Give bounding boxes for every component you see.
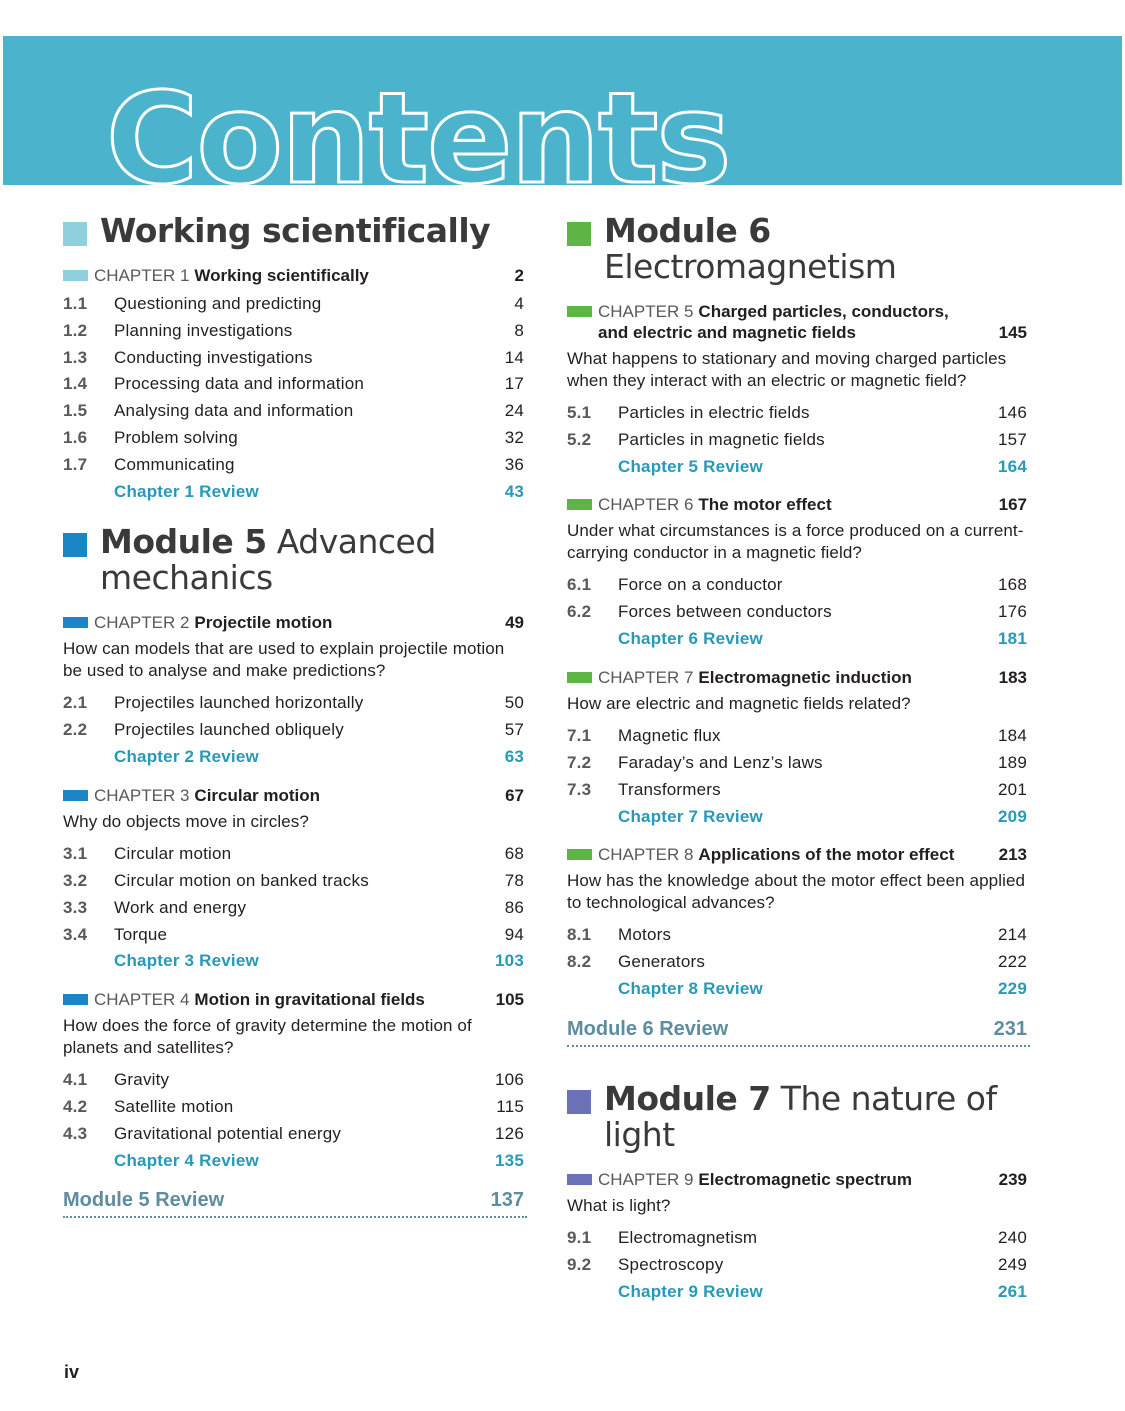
section-row[interactable] bbox=[63, 895, 527, 922]
chapter-2 bbox=[63, 612, 527, 770]
chapter-page: 167 bbox=[998, 495, 1027, 515]
chapter-page: 49 bbox=[505, 613, 524, 633]
section-title: Processing data and information bbox=[114, 374, 365, 394]
chapter-review-link[interactable] bbox=[63, 744, 527, 771]
section-number: 1.1 bbox=[63, 294, 88, 313]
review-title: Chapter 8 Review bbox=[618, 979, 763, 999]
section-page: 214 bbox=[998, 925, 1027, 945]
heading-bold: Working scientifically bbox=[100, 211, 491, 250]
section-page: 24 bbox=[504, 401, 524, 421]
chapter-7 bbox=[567, 667, 1030, 831]
chapter-header[interactable] bbox=[63, 612, 527, 633]
chapter-header[interactable] bbox=[567, 844, 1030, 865]
heading-square-icon bbox=[63, 222, 87, 246]
chapter-bar-icon bbox=[567, 1174, 592, 1185]
section-page: 50 bbox=[504, 693, 524, 713]
chapter-title: The motor effect bbox=[698, 495, 832, 515]
section-number: 7.2 bbox=[567, 753, 592, 773]
section-page: 184 bbox=[998, 726, 1027, 746]
section-row[interactable] bbox=[63, 371, 527, 398]
chapter-review-link[interactable] bbox=[63, 948, 527, 975]
section-title: Electromagnetism bbox=[618, 1228, 758, 1248]
chapter-bar-icon bbox=[63, 270, 88, 281]
chapter-question: How can models that are used to explain projectile motion be used to analyse and make predictions? bbox=[63, 639, 505, 680]
module-6-review-link[interactable] bbox=[567, 1015, 1030, 1047]
module-5-heading bbox=[63, 524, 527, 596]
heading-rest: Electromagnetism bbox=[604, 247, 897, 286]
section-number: 9.2 bbox=[567, 1255, 592, 1275]
section-number: 9.1 bbox=[567, 1228, 592, 1248]
chapter-title: Motion in gravitational fields bbox=[194, 990, 425, 1010]
section-title: Particles in magnetic fields bbox=[618, 429, 825, 449]
section-row[interactable] bbox=[63, 1067, 527, 1094]
chapter-question: How are electric and magnetic fields related? bbox=[567, 693, 911, 713]
chapter-9 bbox=[567, 1169, 1030, 1306]
section-number: 8.1 bbox=[567, 925, 592, 945]
chapter-number: CHAPTER 7 bbox=[598, 667, 694, 687]
chapter-question: What is light? bbox=[567, 1195, 671, 1215]
heading-rest: The nature of light bbox=[604, 1078, 997, 1154]
section-list bbox=[63, 291, 527, 479]
section-list bbox=[567, 922, 1030, 976]
section-number: 8.2 bbox=[567, 952, 592, 972]
module-5-review-link[interactable] bbox=[63, 1186, 527, 1218]
section-page: 14 bbox=[504, 347, 524, 367]
section-number: 6.1 bbox=[567, 575, 592, 595]
section-page: 17 bbox=[504, 374, 524, 394]
section-number: 1.4 bbox=[63, 374, 88, 394]
right-column bbox=[567, 213, 1030, 1320]
section-page: 146 bbox=[998, 403, 1027, 422]
section-list bbox=[567, 1225, 1030, 1279]
section-title: Torque bbox=[114, 924, 168, 944]
section-title: Motors bbox=[618, 925, 672, 945]
module-review-title: Module 5 Review bbox=[63, 1189, 225, 1212]
review-page: 103 bbox=[495, 951, 524, 971]
section-row[interactable] bbox=[567, 723, 1030, 750]
section-page: 201 bbox=[998, 779, 1027, 799]
section-page: 157 bbox=[998, 429, 1027, 449]
chapter-review-link[interactable] bbox=[567, 804, 1030, 831]
section-row[interactable] bbox=[63, 868, 527, 895]
section-number: 5.1 bbox=[567, 403, 592, 422]
section-title: Spectroscopy bbox=[618, 1255, 724, 1275]
chapter-number: CHAPTER 4 bbox=[94, 990, 190, 1010]
review-title: Chapter 7 Review bbox=[618, 806, 763, 826]
section-page: 168 bbox=[998, 575, 1027, 595]
review-title: Chapter 5 Review bbox=[618, 456, 763, 476]
section-title: Analysing data and information bbox=[114, 401, 354, 421]
review-title: Chapter 3 Review bbox=[114, 951, 259, 971]
chapter-title: Projectile motion bbox=[194, 613, 333, 633]
chapter-question: Why do objects move in circles? bbox=[63, 811, 309, 831]
chapter-review-link[interactable] bbox=[567, 626, 1030, 653]
chapter-header[interactable] bbox=[567, 494, 1030, 515]
chapter-number: CHAPTER 5 bbox=[598, 302, 694, 321]
chapter-8 bbox=[567, 844, 1030, 1002]
page-number: iv bbox=[64, 1362, 80, 1382]
chapter-header[interactable] bbox=[567, 667, 1030, 688]
section-row[interactable] bbox=[63, 1094, 527, 1121]
heading-bold: Module 6 bbox=[604, 211, 771, 250]
section-page: 78 bbox=[504, 871, 524, 891]
section-row[interactable] bbox=[567, 750, 1030, 777]
chapter-review-link[interactable] bbox=[567, 976, 1030, 1003]
section-row[interactable] bbox=[63, 1121, 527, 1148]
module-6-heading bbox=[567, 213, 1030, 285]
section-title: Particles in electric fields bbox=[618, 403, 810, 422]
section-row[interactable] bbox=[567, 400, 1030, 427]
module-review-page: 137 bbox=[490, 1189, 524, 1212]
chapter-header[interactable] bbox=[63, 785, 527, 806]
chapter-bar-icon bbox=[567, 499, 592, 510]
review-title: Chapter 9 Review bbox=[618, 1281, 763, 1301]
section-row[interactable] bbox=[567, 427, 1030, 454]
review-page: 43 bbox=[504, 481, 524, 501]
section-number: 1.3 bbox=[63, 347, 88, 367]
chapter-question: How has the knowledge about the motor effect been applied to technological advances? bbox=[567, 871, 1026, 912]
review-title: Chapter 2 Review bbox=[114, 746, 259, 766]
section-title: Forces between conductors bbox=[618, 602, 832, 622]
review-page: 261 bbox=[998, 1281, 1027, 1301]
section-title: Circular motion bbox=[114, 844, 232, 864]
chapter-bar-icon bbox=[567, 306, 592, 317]
chapter-number: CHAPTER 1 bbox=[94, 266, 190, 285]
section-list bbox=[63, 841, 527, 948]
heading-bold: Module 7 bbox=[604, 1078, 771, 1118]
section-number: 1.6 bbox=[63, 427, 88, 447]
section-title: Satellite motion bbox=[114, 1097, 234, 1117]
chapter-title: Electromagnetic induction bbox=[698, 667, 912, 687]
chapter-4 bbox=[63, 989, 527, 1174]
section-number: 4.3 bbox=[63, 1123, 88, 1143]
section-title: Questioning and predicting bbox=[114, 294, 322, 313]
section-page: 8 bbox=[514, 320, 524, 340]
section-list bbox=[63, 690, 527, 744]
section-number: 1.7 bbox=[63, 454, 88, 474]
chapter-title: Charged particles, conductors, and electric and magnetic fields bbox=[598, 302, 949, 342]
section-title: Force on a conductor bbox=[618, 575, 783, 595]
review-title: Chapter 1 Review bbox=[114, 481, 259, 501]
chapter-page: 213 bbox=[998, 845, 1027, 865]
section-row[interactable] bbox=[63, 922, 527, 949]
section-row[interactable] bbox=[567, 599, 1030, 626]
section-number: 6.2 bbox=[567, 602, 592, 622]
chapter-title: Circular motion bbox=[194, 785, 321, 805]
section-number: 3.4 bbox=[63, 924, 88, 944]
chapter-question: Under what circumstances is a force produced on a current-carrying conductor in a magnetic field? bbox=[567, 521, 1024, 562]
chapter-number: CHAPTER 9 bbox=[598, 1169, 694, 1189]
section-row[interactable] bbox=[63, 452, 527, 479]
section-number: 4.2 bbox=[63, 1097, 88, 1117]
section-number: 1.2 bbox=[63, 320, 88, 340]
chapter-bar-icon bbox=[63, 617, 88, 628]
chapter-number: CHAPTER 2 bbox=[94, 613, 190, 633]
section-page: 115 bbox=[496, 1097, 524, 1117]
chapter-header[interactable] bbox=[567, 1169, 1030, 1190]
section-number: 5.2 bbox=[567, 429, 592, 449]
left-column bbox=[63, 213, 527, 1218]
module-7-heading bbox=[567, 1078, 1030, 1154]
title-banner bbox=[3, 36, 1122, 212]
page-title: Contents bbox=[106, 65, 730, 212]
chapter-review-link[interactable] bbox=[567, 1279, 1030, 1306]
review-page: 63 bbox=[504, 746, 524, 766]
chapter-page: 67 bbox=[505, 785, 524, 805]
section-title: Projectiles launched horizontally bbox=[114, 693, 364, 713]
review-title: Chapter 4 Review bbox=[114, 1150, 259, 1170]
section-row[interactable] bbox=[63, 318, 527, 345]
chapter-page: 183 bbox=[998, 667, 1027, 687]
heading-rest: Advanced bbox=[276, 522, 436, 562]
section-title: Gravity bbox=[114, 1070, 170, 1090]
heading-square-icon bbox=[567, 1090, 591, 1114]
chapter-5 bbox=[567, 301, 1030, 480]
section-page: 57 bbox=[504, 720, 524, 740]
chapter-page: 105 bbox=[495, 990, 524, 1010]
section-page: 36 bbox=[504, 454, 524, 474]
chapter-page: 2 bbox=[514, 266, 524, 285]
section-title: Magnetic flux bbox=[618, 726, 721, 746]
section-title: Conducting investigations bbox=[114, 347, 313, 367]
review-page: 135 bbox=[495, 1150, 524, 1170]
section-title: Projectiles launched obliquely bbox=[114, 720, 344, 740]
section-number: 1.5 bbox=[63, 401, 88, 421]
heading-bold: Module 5 bbox=[100, 522, 267, 562]
section-row[interactable] bbox=[567, 949, 1030, 976]
section-row[interactable] bbox=[567, 777, 1030, 804]
chapter-question: What happens to stationary and moving charged particles when they interact with an electric or magnetic field? bbox=[567, 349, 1007, 390]
chapter-number: CHAPTER 8 bbox=[598, 845, 694, 865]
heading-square-icon bbox=[63, 533, 87, 557]
section-page: 176 bbox=[998, 602, 1027, 622]
section-title: Planning investigations bbox=[114, 320, 293, 340]
section-row[interactable] bbox=[63, 291, 527, 318]
section-number: 4.1 bbox=[63, 1070, 88, 1090]
section-title: Problem solving bbox=[114, 427, 238, 447]
section-page: 32 bbox=[504, 427, 524, 447]
section-title: Faraday’s and Lenz’s laws bbox=[618, 753, 823, 773]
section-row[interactable] bbox=[63, 690, 527, 717]
section-list bbox=[567, 400, 1030, 454]
section-row[interactable] bbox=[567, 1252, 1030, 1279]
heading-rest-line2: mechanics bbox=[100, 558, 273, 598]
working-scientifically-heading bbox=[63, 213, 527, 249]
chapter-bar-icon bbox=[63, 790, 88, 801]
review-title: Chapter 6 Review bbox=[618, 628, 763, 648]
chapter-header[interactable] bbox=[63, 265, 527, 286]
chapter-question: How does the force of gravity determine the motion of planets and satellites? bbox=[63, 1016, 472, 1057]
chapter-1 bbox=[63, 265, 527, 505]
section-number: 3.3 bbox=[63, 897, 88, 917]
chapter-bar-icon bbox=[567, 672, 592, 683]
section-page: 126 bbox=[495, 1123, 524, 1143]
section-page: 94 bbox=[504, 924, 524, 944]
section-page: 240 bbox=[998, 1228, 1027, 1248]
chapter-review-link[interactable] bbox=[567, 454, 1030, 481]
section-title: Transformers bbox=[618, 779, 721, 799]
section-number: 7.1 bbox=[567, 726, 592, 746]
section-row[interactable] bbox=[63, 398, 527, 425]
section-title: Generators bbox=[618, 952, 706, 972]
section-number: 2.1 bbox=[63, 693, 88, 713]
chapter-header[interactable] bbox=[567, 301, 1030, 343]
section-title: Work and energy bbox=[114, 897, 247, 917]
review-page: 181 bbox=[998, 628, 1027, 648]
section-row[interactable] bbox=[63, 717, 527, 744]
chapter-title: Electromagnetic spectrum bbox=[698, 1169, 912, 1189]
section-list bbox=[63, 1067, 527, 1147]
section-number: 3.1 bbox=[63, 844, 88, 864]
section-page: 106 bbox=[495, 1070, 524, 1090]
section-row[interactable] bbox=[63, 425, 527, 452]
section-number: 3.2 bbox=[63, 871, 88, 891]
section-row[interactable] bbox=[63, 345, 527, 372]
review-page: 209 bbox=[998, 806, 1027, 826]
section-page: 68 bbox=[504, 844, 524, 864]
section-list bbox=[567, 572, 1030, 626]
section-page: 86 bbox=[504, 897, 524, 917]
chapter-3 bbox=[63, 785, 527, 975]
section-row[interactable] bbox=[567, 1225, 1030, 1252]
chapter-title: Applications of the motor effect bbox=[698, 845, 955, 865]
section-row[interactable] bbox=[567, 572, 1030, 599]
chapter-number: CHAPTER 3 bbox=[94, 785, 190, 805]
section-page: 4 bbox=[514, 294, 524, 313]
section-title: Circular motion on banked tracks bbox=[114, 871, 369, 891]
chapter-bar-icon bbox=[567, 849, 592, 860]
heading-square-icon bbox=[567, 222, 591, 246]
section-list bbox=[567, 723, 1030, 803]
review-page: 229 bbox=[998, 979, 1027, 999]
module-review-page: 231 bbox=[993, 1017, 1027, 1040]
section-title: Communicating bbox=[114, 454, 235, 474]
review-page: 164 bbox=[998, 456, 1027, 476]
chapter-page: 145 bbox=[998, 323, 1027, 342]
section-title: Gravitational potential energy bbox=[114, 1123, 342, 1143]
section-number: 2.2 bbox=[63, 720, 88, 740]
chapter-title: Working scientifically bbox=[194, 266, 369, 285]
chapter-number: CHAPTER 6 bbox=[598, 495, 694, 515]
chapter-page: 239 bbox=[998, 1169, 1027, 1189]
section-page: 249 bbox=[998, 1255, 1027, 1275]
chapter-bar-icon bbox=[63, 994, 88, 1005]
chapter-review-link[interactable] bbox=[63, 479, 527, 506]
section-row[interactable] bbox=[567, 922, 1030, 949]
chapter-6 bbox=[567, 494, 1030, 652]
section-number: 7.3 bbox=[567, 779, 592, 799]
chapter-review-link[interactable] bbox=[63, 1148, 527, 1175]
module-review-title: Module 6 Review bbox=[567, 1017, 729, 1040]
section-row[interactable] bbox=[63, 841, 527, 868]
chapter-header[interactable] bbox=[63, 989, 527, 1010]
section-page: 189 bbox=[998, 753, 1027, 773]
section-page: 222 bbox=[998, 952, 1027, 972]
